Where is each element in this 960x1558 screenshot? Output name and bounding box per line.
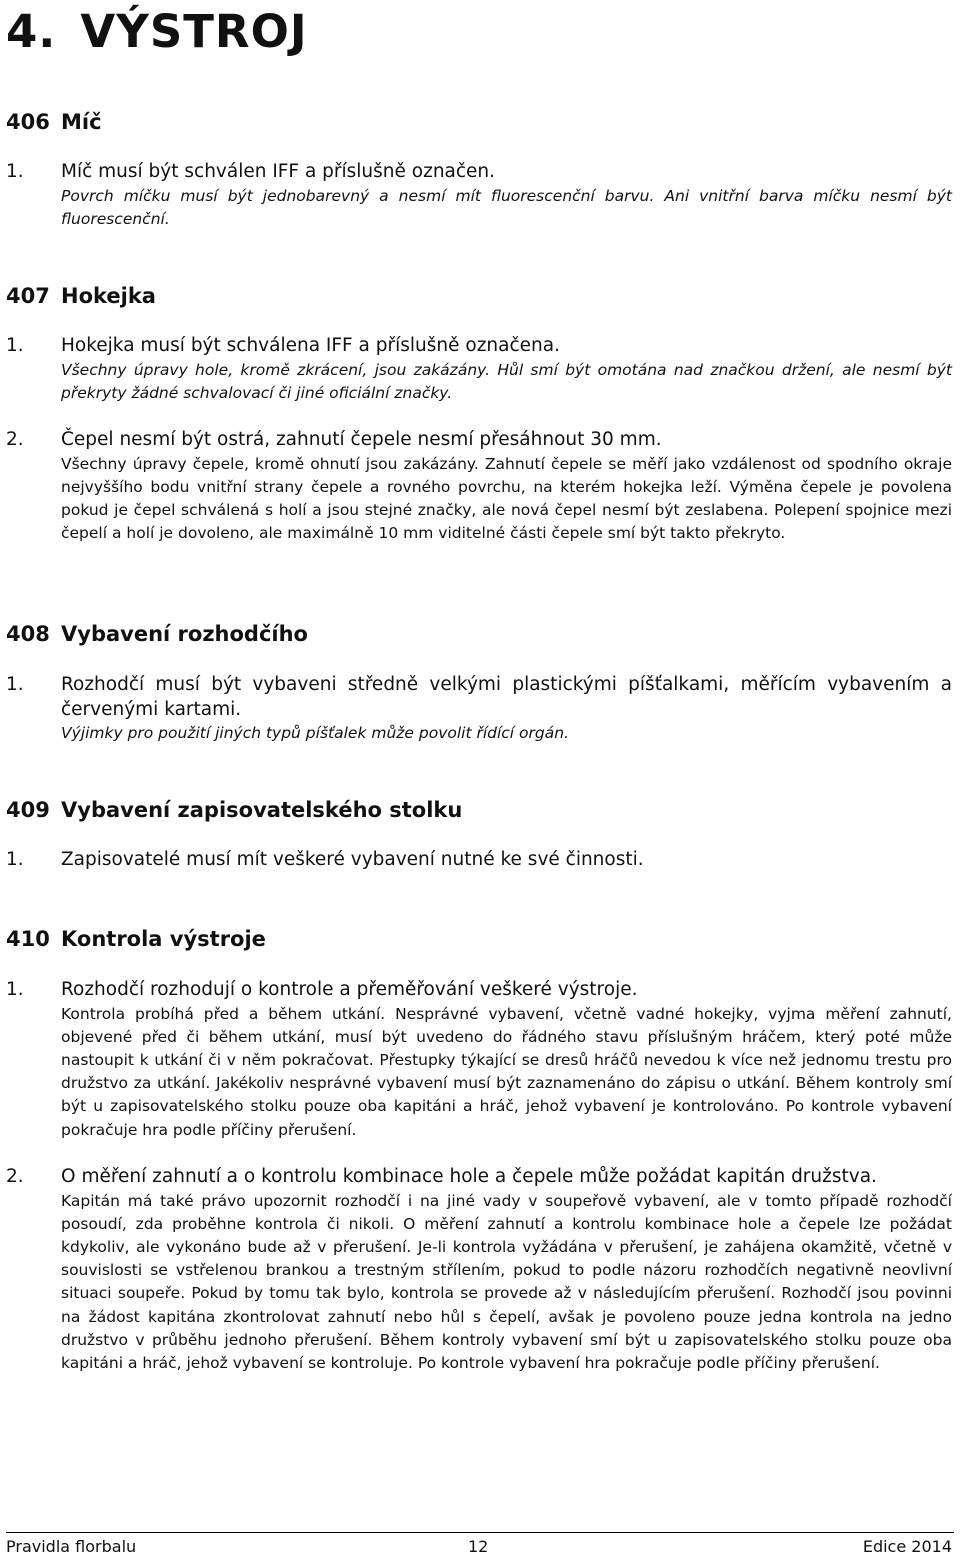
item-number: 1. [6,161,24,182]
item-number: 2. [6,429,24,450]
rule-explanation: Všechny úpravy hole, kromě zkrácení, jsou zakázány. Hůl smí být omotána nad značkou držení, ale nesmí být překryty žádné schvalovací či jiné oficiální značky. [61,360,952,402]
item-number: 2. [6,1166,24,1187]
section-number: 410 [6,927,50,951]
section-number: 407 [6,284,50,308]
rule-item [6,1165,952,1375]
section-heading-407 [6,282,156,310]
rule-text: Zapisovatelé musí mít veškeré vybavení nutné ke své činnosti. [61,849,644,870]
footer-divider [6,1532,954,1533]
section-title: Míč [61,110,102,134]
item-number: 1. [6,849,24,870]
section-number: 406 [6,110,50,134]
rule-explanation: Povrch míčku musí být jednobarevný a nesmí mít fluorescenční barvu. Ani vnitřní barva míčku nesmí být fluorescenční. [61,186,952,228]
rule-item [6,848,952,873]
rule-explanation: Kontrola probíhá před a během utkání. Nesprávné vybavení, včetně vadné hokejky, vyjma měření zahnutí, objevené před či během utkání, musí být uvedeno do řádného stavu příslušným hráčem, který poté může nastoupit k utkání či v něm pokračovat. Přestupky týkající se dresů hráčů nevedou k více než jednomu trestu pro družstvo za utkání. Jakékoliv nesprávné vybavení musí být zaznamenáno do zápisu o utkání. Během kontroly smí být u zapisovatelského stolku pouze oba kapitáni a hráč, jehož vybavení je kontrolováno. Po kontrole vybavení pokračuje hra podle příčiny přerušení. [61,1004,952,1139]
rule-item [6,978,952,1142]
section-title: Vybavení rozhodčího [61,622,308,646]
rule-item [6,673,952,745]
chapter-heading [6,2,308,62]
rule-text: Rozhodčí rozhodují o kontrole a přeměřování veškeré výstroje. [61,979,638,1000]
item-number: 1. [6,979,24,1000]
section-heading-406 [6,108,102,136]
section-heading-409 [6,796,462,824]
rule-item [6,334,952,405]
footer-page-number: 12 [468,1537,489,1556]
rule-item [6,428,952,545]
rule-text: Hokejka musí být schválena IFF a příslušně označena. [61,335,560,356]
section-heading-410 [6,925,266,953]
footer-document-title: Pravidla florbalu [6,1537,137,1556]
section-title: Kontrola výstroje [61,927,266,951]
rule-text: Míč musí být schválen IFF a příslušně označen. [61,161,496,182]
section-title: Vybavení zapisovatelského stolku [61,798,463,822]
rule-text: O měření zahnutí a o kontrolu kombinace hole a čepele může požádat kapitán družstva. [61,1166,877,1187]
rule-explanation: Kapitán má také právo upozornit rozhodčí i na jiné vady v soupeřově vybavení, ale v tomto případě rozhodčí posoudí, zda proběhne kontrola či nikoli. O měření zahnutí a kontrolu kombinace hole a čepele lze požádat kdykoliv, ale vykonáno bude až v přerušení. Je-li kontrola vyžádána v přerušení, je zahájena okamžitě, včetně v souvislosti se vstřelenou brankou a trestným střílením, pokud to podle názoru rozhodčích negativně neovlivní situaci soupeře. Pokud by tomu tak bylo, kontrola se provede až v následujícím přerušení. Rozhodčí jsou povinni na žádost kapitána zkontrolovat zahnutí nebo hůl s čepelí, avšak je povoleno pouze jedna kontrola na jedno družstvo v průběhu jednoho přerušení. Během kontroly vybavení smí být u zapisovatelského stolku pouze oba kapitáni a hráč, jehož vybavení se kontroluje. Po kontrole vybavení hra pokračuje podle příčiny přerušení. [61,1191,952,1372]
rule-item [6,160,952,231]
section-heading-408 [6,620,308,648]
section-title: Hokejka [61,284,156,308]
rule-explanation: Všechny úpravy čepele, kromě ohnutí jsou zakázány. Zahnutí čepele se měří jako vzdálenost od spodního okraje nejvyššího bodu vnitřní strany čepele a rovného povrchu, na kterém hokejka leží. Výměna čepele je povolena pokud je čepel schválená s holí a jsou stejné značky, ale nová čepel nesmí být zeslabena. Polepení spojnice mezi čepelí a holí je dovoleno, ale maximálně 10 mm viditelné části čepele smí být takto překryto. [61,454,952,543]
section-number: 408 [6,622,50,646]
section-number: 409 [6,798,50,822]
rule-text: Čepel nesmí být ostrá, zahnutí čepele nesmí přesáhnout 30 mm. [61,429,662,450]
rule-explanation: Výjimky pro použití jiných typů píšťalek může povolit řídící orgán. [61,724,569,742]
rule-text: Rozhodčí musí být vybaveni středně velkými plastickými píšťalkami, měřícím vybavením a červenými kartami. [61,674,952,720]
footer-edition: Edice 2014 [862,1537,952,1556]
item-number: 1. [6,335,24,356]
chapter-number: 4. [6,5,57,58]
chapter-title: VÝSTROJ [80,5,308,58]
item-number: 1. [6,674,24,695]
